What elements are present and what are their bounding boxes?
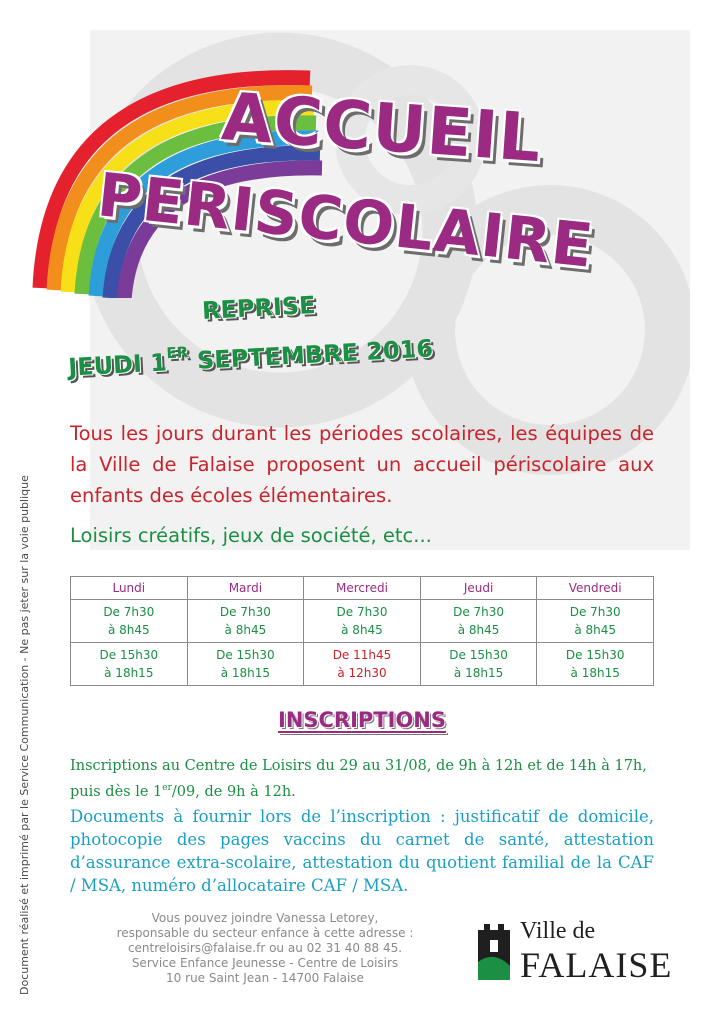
schedule-cell: De 7h30 à 8h45 bbox=[304, 600, 421, 643]
inscriptions-dates: Inscriptions au Centre de Loisirs du 29 au 31/08, de 9h à 12h et de 14h à 17h, puis dès le 1er/09, de 9h à 12h. bbox=[70, 758, 647, 800]
schedule-cell: De 15h30 à 18h15 bbox=[537, 643, 654, 686]
date-prefix: JEUDI 1 bbox=[67, 348, 168, 382]
schedule-cell-wednesday: De 11h45 à 12h30 bbox=[304, 643, 421, 686]
contact-line: Vous pouvez joindre Vanessa Letorey, bbox=[151, 911, 379, 925]
day-header: Mardi bbox=[187, 577, 304, 600]
reprise-label: REPRISE bbox=[201, 291, 317, 325]
ville-de-falaise-logo bbox=[474, 918, 684, 988]
date-sup: ER bbox=[165, 343, 189, 363]
date-suffix: SEPTEMBRE 2016 bbox=[187, 334, 434, 376]
title-line-1: ACCUEIL bbox=[219, 78, 545, 178]
schedule-cell: De 7h30 à 8h45 bbox=[537, 600, 654, 643]
schedule-cell: De 7h30 à 8h45 bbox=[187, 600, 304, 643]
schedule-table bbox=[70, 576, 654, 686]
contact-block bbox=[70, 911, 460, 986]
title-line-2: PERISCOLAIRE bbox=[94, 160, 597, 282]
inscriptions-heading: INSCRIPTIONS bbox=[278, 708, 446, 732]
schedule-header-row bbox=[71, 577, 654, 600]
logo-ville-text: Ville de bbox=[520, 918, 596, 944]
required-documents: Documents à fournir lors de l’inscription : justificatif de domicile, photocopie des pages vaccins du carnet de santé, attestation d’assurance extra-scolaire, attestation du quotient familial de la CAF / MSA, numéro d’allocataire CAF / MSA. bbox=[70, 807, 654, 895]
contact-line: Service Enfance Jeunesse - Centre de Loisirs bbox=[131, 956, 399, 970]
intro-paragraph: Tous les jours durant les périodes scolaires, les équipes de la Ville de Falaise proposent un accueil périscolaire aux enfants des écoles élémentaires. bbox=[70, 422, 654, 507]
contact-line: 10 rue Saint Jean - 14700 Falaise bbox=[166, 971, 364, 985]
castle-tower-icon bbox=[474, 922, 514, 982]
schedule-morning-row bbox=[71, 600, 654, 643]
day-header: Lundi bbox=[71, 577, 188, 600]
contact-line: responsable du secteur enfance à cette adresse : bbox=[116, 926, 414, 940]
day-header: Jeudi bbox=[420, 577, 537, 600]
side-legal-note: Document réalisé et imprimé par le Service Communication - Ne pas jeter sur la voie publique bbox=[18, 475, 31, 995]
schedule-cell: De 15h30 à 18h15 bbox=[71, 643, 188, 686]
day-header: Mercredi bbox=[304, 577, 421, 600]
activities-line: Loisirs créatifs, jeux de société, etc... bbox=[70, 524, 432, 547]
schedule-cell: De 15h30 à 18h15 bbox=[187, 643, 304, 686]
schedule-cell: De 15h30 à 18h15 bbox=[420, 643, 537, 686]
schedule-cell: De 7h30 à 8h45 bbox=[420, 600, 537, 643]
day-header: Vendredi bbox=[537, 577, 654, 600]
logo-falaise-text: FALAISE bbox=[520, 945, 673, 985]
contact-line: centreloisirs@falaise.fr ou au 02 31 40 88 45. bbox=[127, 941, 403, 955]
schedule-cell: De 7h30 à 8h45 bbox=[71, 600, 188, 643]
schedule-afternoon-row bbox=[71, 643, 654, 686]
